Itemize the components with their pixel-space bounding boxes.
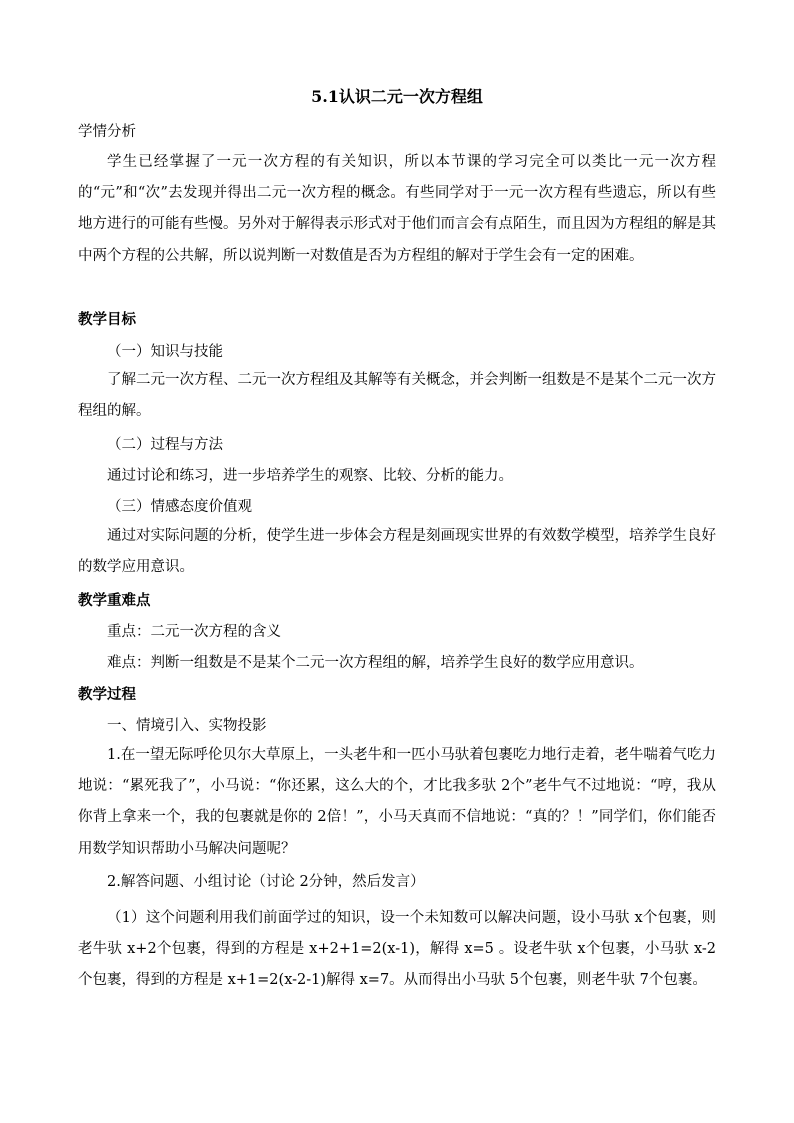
goal-knowledge-label: （一）知识与技能 [107, 344, 223, 360]
goal-attitude-text: 通过对实际问题的分析，使学生进一步体会方程是刻画现实世界的有效数学模型，培养学生良好的数学应用意识。 [78, 528, 716, 576]
goal-process-text: 通过讨论和练习，进一步培养学生的观察、比较、分析的能力。 [107, 468, 513, 484]
step1-label: 一、情境引入、实物投影 [107, 718, 267, 734]
goal-process-label: （二）过程与方法 [107, 437, 223, 453]
keypoints-heading: 教学重难点 [78, 592, 151, 609]
process-heading: 教学过程 [78, 686, 136, 703]
analysis-paragraph: 学生已经掌握了一元一次方程的有关知识，所以本节课的学习完全可以类比一元一次方程的“元”和“次”去发现并得出二元一次方程的概念。有些同学对于一元一次方程有些遗忘，所以有些地方进行的可能有些慢。另外对于解得表示形式对于他们而言会有点陌生，而且因为方程组的解是其中两个方程的公共解，所以说判断一对数值是否为方程组的解对于学生会有一定的困难。 [78, 154, 716, 264]
goal-knowledge-text: 了解二元一次方程、二元一次方程组及其解等有关概念，并会判断一组数是不是某个二元一次方程组的解。 [78, 372, 716, 420]
step1-paragraph: 1.在一望无际呼伦贝尔大草原上，一头老牛和一匹小马驮着包裹吃力地行走着，老牛喘着气吃力地说：“累死我了”，小马说：“你还累，这么大的个，才比我多驮 2个”老牛气不过地说：“哼，我从你背上拿来一个，我的包裹就是你的 2倍！”，小马天真而不信地说：“真的？！”同学们，你们能否用数学知识帮助小马解决问题呢？ [78, 747, 716, 857]
goals-heading: 教学目标 [78, 311, 136, 328]
goal-attitude-label: （三）情感态度价值观 [107, 499, 252, 515]
analysis-heading: 学情分析 [78, 124, 136, 140]
key-point: 重点：二元一次方程的含义 [107, 624, 281, 640]
difficulty-point: 难点：判断一组数是不是某个二元一次方程组的解，培养学生良好的数学应用意识。 [107, 655, 644, 671]
step2-label: 2.解答问题、小组讨论（讨论 2分钟，然后发言） [107, 874, 425, 890]
page-title: 5.1认识二元一次方程组 [311, 87, 483, 106]
step2-paragraph: （1）这个问题利用我们前面学过的知识，设一个未知数可以解决问题，设小马驮 x个包裹，则老牛驮 x+2个包裹，得到的方程是 x+2+1=2(x-1)，解得 x=5 。设老牛驮 x个包裹，小马驮 x-2个包裹，得到的方程是 x+1=2(x-2-1)解得 x=7。从而得出小马驮 5个包裹，则老牛驮 7个包裹。 [78, 910, 716, 989]
